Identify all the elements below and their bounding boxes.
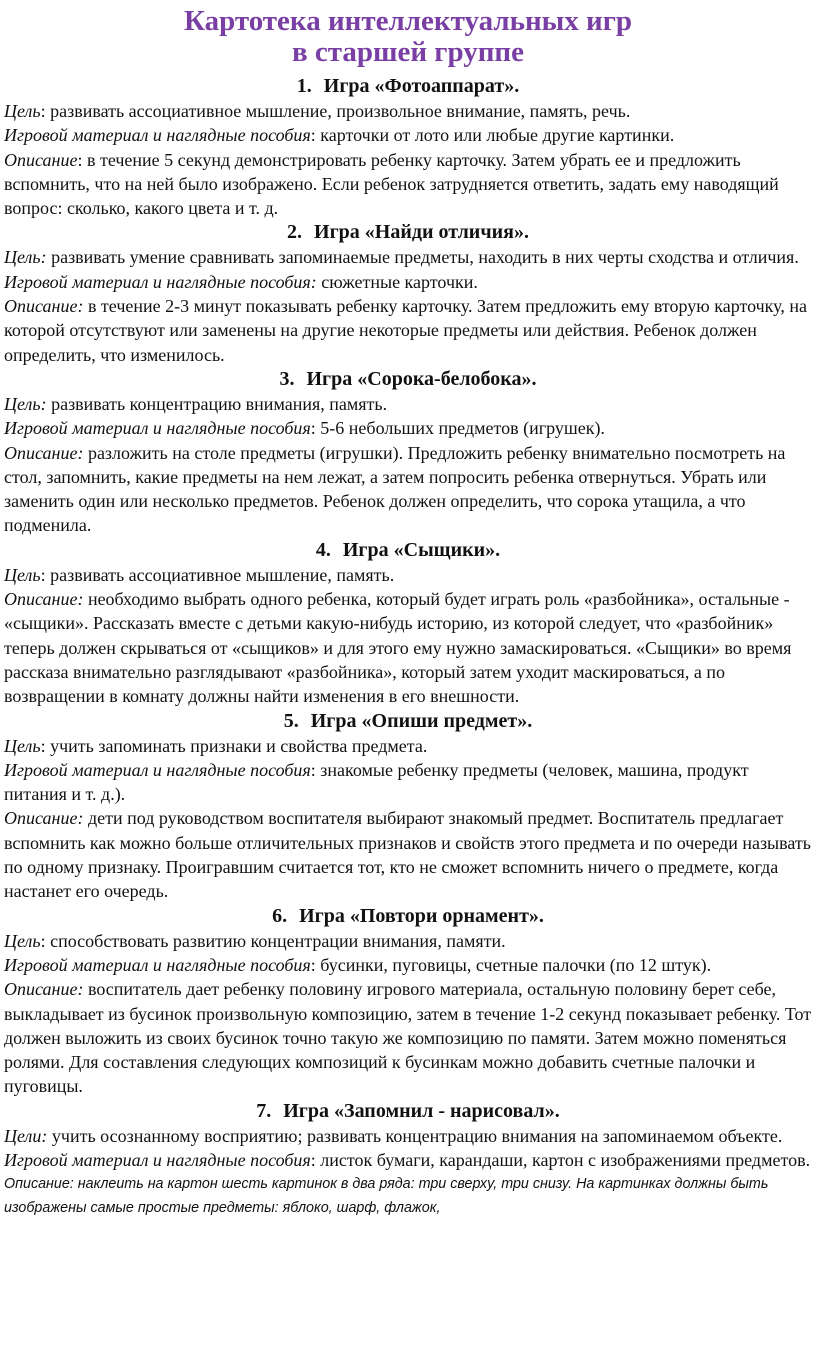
material-text: : карточки от лото или любые другие картинки. [310, 125, 675, 146]
game-heading [4, 904, 812, 928]
game-heading [4, 709, 812, 733]
game-name: Игра «Опиши предмет». [310, 709, 533, 732]
game-name: Игра «Запомнил - нарисовал». [283, 1099, 560, 1122]
material-label: Игровой материал и наглядные пособия: [4, 271, 317, 292]
game-material [4, 416, 812, 440]
game-description [4, 441, 812, 538]
description-text: в течение 2-3 минут показывать ребенку карточку. Затем предложить ему вторую карточку, на которой отсутствуют или заменены на другие некоторые предметы или действия. Ребенок должен определить, что изменилось. [4, 296, 807, 365]
game-number: 7. [256, 1099, 272, 1122]
goal-label: Цели: [4, 1125, 48, 1146]
document-title [4, 6, 812, 68]
game-name: Игра «Найди отличия». [314, 221, 529, 244]
material-text: сюжетные карточки. [316, 271, 478, 292]
description-label: Описание: [4, 589, 84, 610]
game-5 [4, 709, 812, 904]
game-description: Описание: наклеить на картон шесть картинок в два ряда: три сверху, три снизу. На картинках должны быть изображены самые простые предметы: яблоко, шарф, флажок, [4, 1176, 769, 1217]
goal-label: Цель [4, 735, 41, 756]
game-heading [4, 367, 812, 391]
game-number: 4. [315, 538, 331, 561]
goal-label: Цель: [4, 247, 47, 268]
material-text: : бусинки, пуговицы, счетные палочки (по 12 штук). [310, 954, 712, 975]
game-number: 3. [279, 367, 295, 390]
game-goal [4, 99, 812, 123]
game-name: Игра «Сорока-белобока». [306, 367, 537, 390]
game-7 [4, 1099, 812, 1221]
material-text: : знакомые ребенку предметы (человек, машина, продукт питания и т. д.). [4, 759, 749, 805]
description-text: необходимо выбрать одного ребенка, который будет играть роль «разбойника», остальные - «сыщики». Рассказать вместе с детьми какую-нибудь историю, из которой следует, что «разбойник» теперь должен скрываться от «сыщиков» и для этого ему нужно замаскироваться. «Сыщики» во время рассказа внимательно разглядывают «разбойника», который затем уходит маскироваться, а по возвращении в комнату должны найти изменения в его внешности. [4, 589, 792, 707]
description-text: : в течение 5 секунд демонстрировать ребенку карточку. Затем убрать ее и предложить вспомнить, что на ней было изображено. Если ребенок затрудняется ответить, задать ему наводящий вопрос: сколько, какого цвета и т. д. [4, 149, 779, 219]
goal-label: Цель [4, 930, 41, 951]
description-text: разложить на столе предметы (игрушки). Предложить ребенку внимательно посмотреть на стол, запомнить, какие предметы на нем лежат, а затем попросить ребенка отвернуться. Убрать или заменить один или несколько предметов. Ребенок должен определить, что сорока утащила, а что подменила. [4, 442, 786, 536]
goal-text: : развивать ассоциативное мышление, произвольное внимание, память, речь. [40, 101, 631, 121]
goal-label: Цель [4, 101, 41, 121]
game-material [4, 1148, 812, 1172]
goal-text: : способствовать развитию концентрации внимания, памяти. [40, 930, 506, 951]
game-number: 5. [283, 709, 299, 732]
game-heading [4, 74, 812, 98]
goal-text: развивать умение сравнивать запоминаемые предметы, находить в них черты сходства и отличия. [46, 247, 799, 268]
game-name: Игра «Сыщики». [342, 538, 501, 561]
game-number: 1. [296, 75, 312, 97]
game-goal [4, 734, 812, 758]
game-goal [4, 563, 812, 587]
description-label: Описание: [4, 296, 84, 317]
goal-label: Цель [4, 564, 41, 585]
material-label: Игровой материал и наглядные пособия [4, 125, 311, 146]
game-4 [4, 538, 812, 709]
game-2 [4, 220, 812, 366]
material-text: : листок бумаги, карандаши, картон с изображениями предметов. [310, 1149, 811, 1170]
game-description [4, 148, 812, 221]
material-text: : 5-6 небольших предметов (игрушек). [310, 418, 605, 439]
game-goal [4, 245, 812, 269]
game-number: 2. [287, 221, 303, 244]
description-text: воспитатель дает ребенку половину игрового материала, остальную половину берет себе, выкладывает из бусинок произвольную композицию, затем в течение 1-2 секунд показывает ребенку. Тот должен выложить из своих бусинок точно такую же композицию по памяти. Затем можно поменяться ролями. Для составления следующих композиций к бусинкам можно добавить счетные палочки и пуговицы. [4, 979, 812, 1097]
description-label: Описание: [4, 979, 84, 1000]
game-number: 6. [272, 904, 288, 927]
game-goal [4, 929, 812, 953]
goal-text: учить осознанному восприятию; развивать концентрацию внимания на запоминаемом объекте. [47, 1125, 783, 1146]
material-label: Игровой материал и наглядные пособия [4, 418, 311, 439]
game-description [4, 806, 812, 903]
goal-text: развивать концентрацию внимания, память. [46, 393, 388, 414]
goal-text: : развивать ассоциативное мышление, память. [40, 564, 395, 585]
material-label: Игровой материал и наглядные пособия [4, 1149, 311, 1170]
game-heading [4, 220, 812, 244]
game-goal [4, 392, 812, 416]
game-name: Игра «Повтори орнамент». [299, 904, 544, 927]
description-text: дети под руководством воспитателя выбирают знакомый предмет. Воспитатель предлагает вспомнить как можно больше отличительных признаков и свойств этого предмета и по очереди называть по одному признаку. Проигравшим считается тот, кто не сможет вспомнить ничего о предмете, когда настанет его очередь. [4, 808, 812, 902]
game-description [4, 294, 812, 367]
game-3 [4, 367, 812, 538]
title-line-2: в старшей группе [291, 36, 525, 68]
game-material [4, 953, 812, 977]
material-label: Игровой материал и наглядные пособия [4, 954, 311, 975]
game-goal [4, 1124, 812, 1148]
game-heading [4, 538, 812, 562]
material-label: Игровой материал и наглядные пособия [4, 759, 311, 780]
game-6 [4, 904, 812, 1099]
game-material [4, 758, 812, 807]
game-material [4, 270, 812, 294]
goal-text: : учить запоминать признаки и свойства предмета. [40, 735, 428, 756]
goal-label: Цель: [4, 393, 47, 414]
game-heading [4, 1099, 812, 1123]
game-1 [4, 74, 812, 220]
game-description [4, 977, 812, 1098]
game-description [4, 587, 812, 708]
title-line-1: Картотека интеллектуальных игр [183, 5, 633, 37]
game-name: Игра «Фотоаппарат». [323, 75, 520, 97]
game-material [4, 123, 812, 147]
description-label: Описание: [4, 442, 84, 463]
description-label: Описание: [4, 808, 84, 829]
description-label: Описание [4, 149, 78, 170]
